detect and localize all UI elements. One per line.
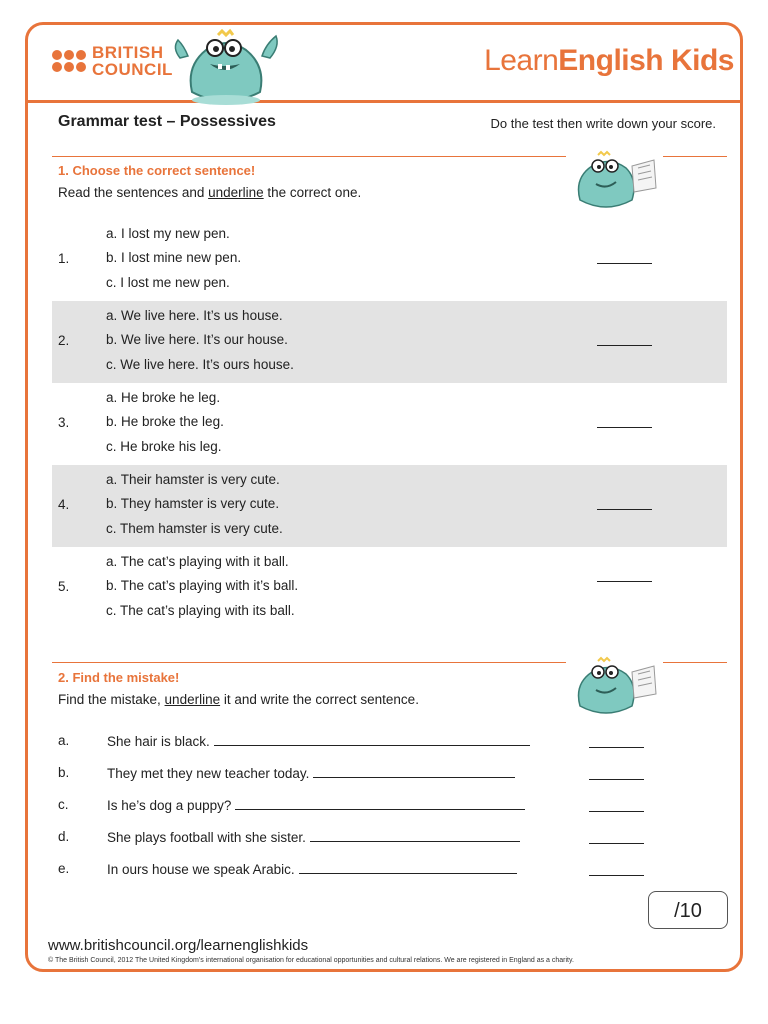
option-a[interactable]: a. The cat’s playing with it ball. (106, 554, 289, 569)
section2-text-before: Find the mistake, (58, 692, 165, 707)
bc-logo-line2: COUNCIL (92, 60, 173, 79)
question-number: 2. (58, 333, 70, 348)
lek-logo-english: English (558, 44, 664, 77)
option-c[interactable]: c. We live here. It’s ours house. (106, 357, 294, 372)
question-block-5 (52, 547, 727, 629)
option-b[interactable]: b. We live here. It’s our house. (106, 332, 288, 347)
option-c[interactable]: c. He broke his leg. (106, 439, 222, 454)
row-letter: b. (58, 765, 70, 780)
mistake-row-b (52, 765, 727, 785)
page-title: Grammar test – Possessives (58, 113, 276, 130)
mistake-sentence[interactable]: Is he’s dog a puppy? (107, 798, 232, 813)
header-rule (25, 100, 743, 103)
row-letter: c. (58, 797, 69, 812)
section1-rule-left (52, 156, 566, 157)
option-b[interactable]: b. The cat’s playing with it’s ball. (106, 578, 299, 593)
british-council-logo-text (92, 44, 173, 78)
option-a[interactable]: a. I lost my new pen. (106, 226, 230, 241)
score-blank[interactable] (597, 249, 652, 264)
option-a[interactable]: a. Their hamster is very cute. (106, 472, 280, 487)
row-letter: a. (58, 733, 70, 748)
question-number: 5. (58, 579, 70, 594)
footer-copyright: © The British Council, 2012 The United Kingdom’s international organisation for educational opportunities and cultural relations. We are registered in England as a charity. (48, 957, 574, 964)
row-letter: d. (58, 829, 70, 844)
monster-reading-icon (570, 656, 658, 718)
option-b[interactable]: b. I lost mine new pen. (106, 250, 242, 265)
question-number: 4. (58, 497, 70, 512)
mistake-sentence[interactable]: She hair is black. (107, 734, 210, 749)
question-number: 3. (58, 415, 70, 430)
section1-underline-word: underline (208, 185, 264, 200)
section2-rule-right (663, 662, 727, 663)
monster-mascot-icon (170, 28, 282, 106)
score-blank[interactable] (589, 861, 644, 876)
section2-rule-left (52, 662, 566, 663)
option-a[interactable]: a. We live here. It’s us house. (106, 308, 283, 323)
total-score-box[interactable]: /10 (648, 891, 728, 929)
learnenglish-kids-logo (484, 44, 734, 78)
option-c[interactable]: c. The cat’s playing with its ball. (106, 603, 295, 618)
section2-heading: 2. Find the mistake! (58, 670, 180, 685)
score-blank[interactable] (597, 495, 652, 510)
question-block-1 (52, 219, 727, 301)
score-blank[interactable] (589, 829, 644, 844)
section1-heading: 1. Choose the correct sentence! (58, 163, 256, 178)
score-blank[interactable] (589, 797, 644, 812)
section2-instructions (58, 692, 419, 707)
section2-text-after: it and write the correct sentence. (220, 692, 419, 707)
row-letter: e. (58, 861, 70, 876)
mistake-sentence[interactable]: She plays football with she sister. (107, 830, 306, 845)
score-blank[interactable] (597, 413, 652, 428)
section2-underline-word: underline (164, 692, 221, 707)
british-council-logo (52, 44, 173, 78)
question-number: 1. (58, 251, 70, 266)
bc-logo-line1: BRITISH (92, 43, 164, 62)
option-b[interactable]: b. They hamster is very cute. (106, 496, 280, 511)
mistake-sentence[interactable]: In ours house we speak Arabic. (107, 862, 295, 877)
score-blank[interactable] (597, 567, 652, 582)
option-c[interactable]: c. I lost me new pen. (106, 275, 230, 290)
section1-instructions (58, 185, 361, 200)
question-block-4 (52, 465, 727, 547)
answer-line[interactable] (235, 797, 525, 810)
section1-text-after: the correct one. (263, 185, 362, 200)
score-blank[interactable] (589, 765, 644, 780)
section1-text-before: Read the sentences and (58, 185, 209, 200)
answer-line[interactable] (299, 861, 517, 874)
footer-url[interactable]: www.britishcouncil.org/learnenglishkids (48, 937, 309, 954)
logo-dots-icon (52, 50, 86, 72)
mistake-row-a (52, 733, 727, 753)
mistake-row-c (52, 797, 727, 817)
section1-rule-right (663, 156, 727, 157)
instruction-text: Do the test then write down your score. (490, 116, 716, 131)
lek-logo-learn: Learn (484, 44, 559, 77)
monster-reading-icon (570, 150, 658, 212)
question-block-3 (52, 383, 727, 465)
question-block-2 (52, 301, 727, 383)
answer-line[interactable] (310, 829, 520, 842)
lek-logo-kids: Kids (663, 44, 734, 77)
score-blank[interactable] (597, 331, 652, 346)
mistake-row-e (52, 861, 727, 881)
answer-line[interactable] (214, 733, 530, 746)
option-c[interactable]: c. Them hamster is very cute. (106, 521, 283, 536)
mistake-sentence[interactable]: They met they new teacher today. (107, 766, 310, 781)
mistake-row-d (52, 829, 727, 849)
option-b[interactable]: b. He broke the leg. (106, 414, 224, 429)
option-a[interactable]: a. He broke he leg. (106, 390, 221, 405)
answer-line[interactable] (313, 765, 515, 778)
score-blank[interactable] (589, 733, 644, 748)
